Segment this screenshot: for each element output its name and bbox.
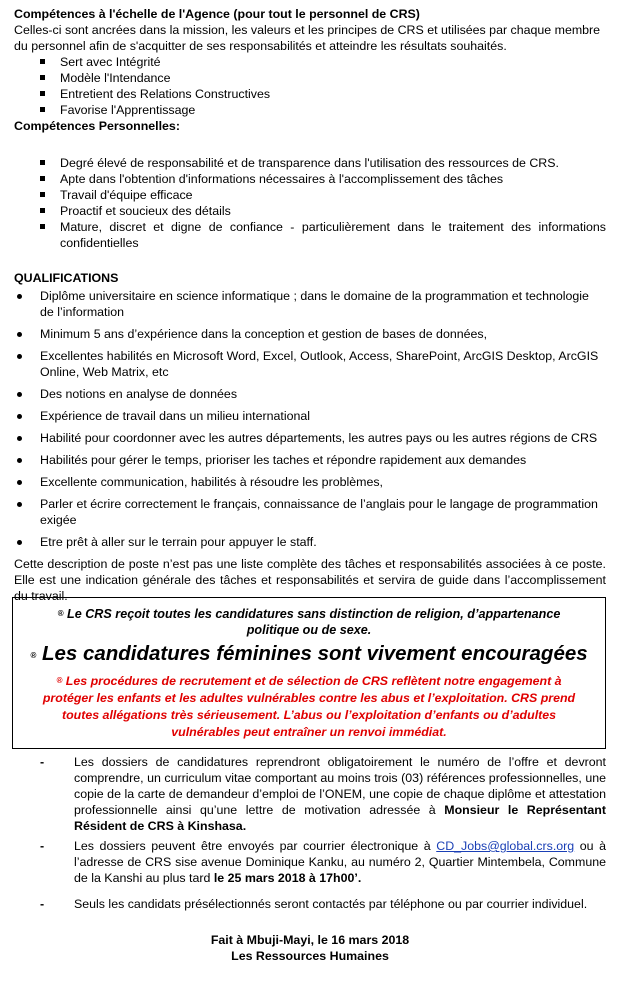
list-item: Habilités pour gérer le temps, prioriser les taches et répondre rapidement aux demandes — [14, 452, 606, 468]
list-item: Apte dans l'obtention d'informations nécessaires à l'accomplissement des tâches — [14, 171, 606, 187]
list-item: Proactif et soucieux des détails — [14, 203, 606, 219]
deadline: le 25 mars 2018 à 17h00’. — [213, 871, 362, 885]
registered-mark-icon: ® — [56, 676, 63, 685]
registered-mark-icon: ® — [57, 609, 64, 618]
qualifications-title: QUALIFICATIONS — [14, 271, 119, 285]
signature-department: Les Ressources Humaines — [231, 949, 389, 963]
list-item: - Les dossiers peuvent être envoyés par courrier électronique à CD_Jobs@global.crs.org ou à l’adresse de CRS sise avenue Dominique Kanku, au numéro 2, Quartier Mintembela, Commune de la Kanshi au plus tard le 25 mars 2018 à 17h00’. — [14, 838, 606, 886]
list-item: Modèle l'Intendance — [14, 70, 606, 86]
addressee: Monsieur le Représentant Résident de CRS à Kinshasa. — [74, 803, 606, 833]
qualifications-list — [14, 288, 606, 550]
notice-women-encouraged: ® Les candidatures féminines sont vivement encouragées — [30, 642, 588, 665]
list-item: Degré élevé de responsabilité et de transparence dans l'utilisation des ressources de CRS. — [14, 155, 606, 171]
list-item: Travail d'équipe efficace — [14, 187, 606, 203]
list-item: Minimum 5 ans d’expérience dans la conception et gestion de bases de données, — [14, 326, 606, 342]
agency-competencies-intro: Celles-ci sont ancrées dans la mission, les valeurs et les principes de CRS et utilisées par chaque membre du personnel afin de s'acquitter de ses responsabilités et atteindre les résultats souhaités. — [14, 23, 601, 53]
list-item: Des notions en analyse de données — [14, 386, 606, 402]
application-instructions — [14, 754, 606, 916]
list-item: Sert avec Intégrité — [14, 54, 606, 70]
disclaimer: Cette description de poste n’est pas une liste complète des tâches et responsabilités associées à ce poste. Elle est une indication générale des tâches et responsabilités et servira de guide dans l’accomplissement du travail. — [14, 557, 606, 603]
agency-competencies-list — [14, 54, 606, 118]
list-item: - Seuls les candidats présélectionnés seront contactés par téléphone ou par courrier individuel. — [14, 896, 606, 912]
personal-competencies-section — [14, 155, 606, 251]
list-item: Entretient des Relations Constructives — [14, 86, 606, 102]
email-link[interactable]: CD_Jobs@global.crs.org — [436, 839, 575, 853]
qualifications-section — [14, 270, 606, 556]
application-list — [14, 754, 606, 912]
list-item: Expérience de travail dans un milieu international — [14, 408, 606, 424]
signature-place-date: Fait à Mbuji-Mayi, le 16 mars 2018 — [210, 933, 410, 947]
agency-competencies-section — [14, 6, 606, 134]
equal-opportunity-notice — [12, 597, 606, 749]
personal-competencies-list — [14, 155, 606, 251]
list-item: Diplôme universitaire en science informatique ; dans le domaine de la programmation et technologie de l’information — [14, 288, 606, 320]
notice-nondiscrimination: ® Le CRS reçoit toutes les candidatures sans distinction de religion, d’appartenance politique ou de sexe. — [57, 607, 561, 637]
notice-safeguarding: ® Les procédures de recrutement et de sélection de CRS reflètent notre engagement à protéger les enfants et les adultes vulnérables contre les abus et l’exploitation. CRS prend toutes allégations très sérieusement. L’abus ou l’exploitation d’enfants ou d’adultes vulnérables peut entraîner un renvoi immédiat. — [42, 674, 576, 739]
list-item: Excellentes habilités en Microsoft Word, Excel, Outlook, Access, SharePoint, ArcGIS Desktop, ArcGIS Online, Web Matrix, etc — [14, 348, 606, 380]
list-item: Habilité pour coordonner avec les autres départements, les autres pays ou les autres régions de CRS — [14, 430, 606, 446]
list-item: Parler et écrire correctement le français, connaissance de l’anglais pour le langage de programmation exigée — [14, 496, 606, 528]
list-item: - Les dossiers de candidatures reprendront obligatoirement le numéro de l’offre et devront comprendre, un curriculum vitae comportant au moins trois (03) références professionnelles, une copie de la carte de demandeur d’emploi de l’ONEM, une copie de chaque diplôme et attestation professionnelle ainsi qu’une lettre de motivation adressée à Monsieur le Représentant Résident de CRS à Kinshasa. — [14, 754, 606, 834]
registered-mark-icon: ® — [30, 651, 37, 660]
personal-competencies-title: Compétences Personnelles: — [14, 119, 180, 133]
agency-competencies-title: Compétences à l'échelle de l'Agence (pour tout le personnel de CRS) — [14, 7, 420, 21]
list-item: Mature, discret et digne de confiance - particulièrement dans le traitement des informations confidentielles — [14, 219, 606, 251]
list-item: Excellente communication, habilités à résoudre les problèmes, — [14, 474, 606, 490]
list-item: Etre prêt à aller sur le terrain pour appuyer le staff. — [14, 534, 606, 550]
list-item: Favorise l'Apprentissage — [14, 102, 606, 118]
